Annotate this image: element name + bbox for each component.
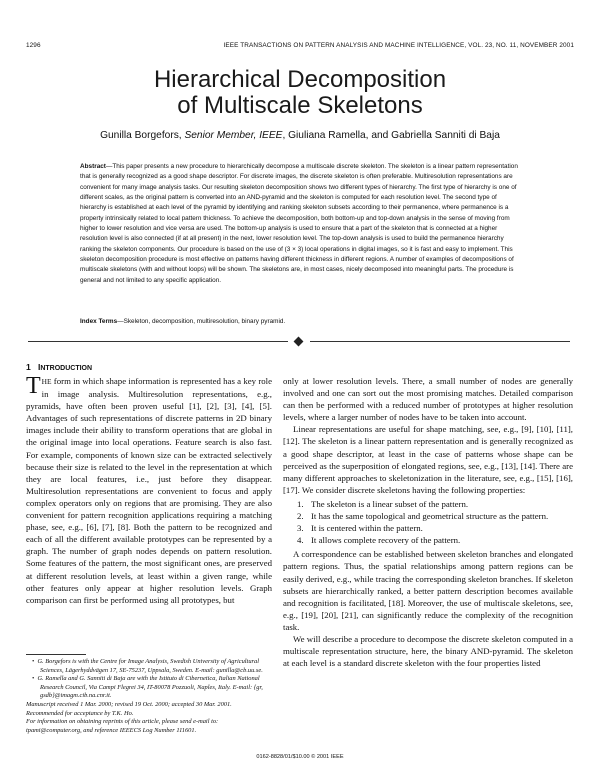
list-item: 4. It allows complete recovery of the pattern. bbox=[297, 535, 461, 546]
section-number: 1 bbox=[26, 362, 31, 372]
diamond-ornament-icon bbox=[294, 337, 304, 347]
title-line-1: Hierarchical Decomposition bbox=[153, 66, 447, 93]
authors-rest: , Giuliana Ramella, and Gabriella Sanniti di Baja bbox=[282, 130, 500, 141]
drop-cap: T bbox=[26, 373, 41, 399]
section-heading bbox=[26, 362, 92, 372]
index-terms bbox=[80, 318, 522, 325]
intro-paragraph-4: A correspondence can be established between skeleton branches and elongated pattern regions. Thus, the spatial relationships among pattern regions can be easily derived, e.g., while tracing the corresponding skeleton branches. If skeleton subsets are hierarchically ranked, a better pattern description becomes available and recognition is facilitated, [18]. Moreover, the use of multiscale skeletons, see, e.g., [19], [20], [21], can significantly reduce the complexity of the recognition task. bbox=[283, 549, 573, 632]
smallcaps-lead: HE bbox=[41, 377, 52, 386]
footnote-reprints: For information on obtaining reprints of this article, please send e-mail to: tpami@computer.org, and reference IEEECS Log Number 111601. bbox=[26, 718, 219, 734]
section-title-initial: I bbox=[37, 362, 41, 372]
properties-list bbox=[283, 498, 573, 546]
intro-paragraph-3: Linear representations are useful for shape matching, see, e.g., [9], [10], [11], [12]. The skeleton is a linear pattern representation and is generally recognized as a good shape descriptor, at least in the case of patterns whose shape can be perceived as the superposition of elongated regions, see, e.g., [13], [14]. There are many different approaches to skeletonization in the literature, see, e.g., [15], [16], [17]. We consider discrete skeletons having the following properties: bbox=[283, 424, 573, 495]
copyright-line: 0162-8828/01/$10.00 © 2001 IEEE bbox=[256, 754, 344, 760]
footnote-affiliation-1: • G. Borgefors is with the Centre for Image Analysis, Swedish University of Agricultural Sciences, Lägerhyddvägen 17, SE-75237, Uppsala, Sweden. E-mail: gunilla@cb.uu.se. bbox=[32, 658, 263, 674]
footnote-affiliation-2: • G. Ramella and G. Sanniti di Baja are with the Istituto di Cibernetica, Italian National Research Council, Via Campi Flegrei 34, IT-80078 Pozzuoli, Naples, Italy. E-mail: {gr, gsdb}@imagm.cib.na.cnr.it. bbox=[32, 675, 263, 700]
list-item: 2. It has the same topological and geometrical structure as the pattern. bbox=[297, 511, 549, 522]
footnotes bbox=[26, 658, 272, 735]
footnote-rule bbox=[26, 654, 86, 655]
index-terms-label: Index Terms bbox=[80, 318, 118, 325]
intro-paragraph-1: form in which shape information is represented has a key role in image analysis. Multiresolution representations, e.g., pyramids, have often been proven useful [1], [2], [3], [4], [5]. Advantages of such representations of discrete patterns in 2D binary images include their ability to transform operations that are global in the original image into local operations. Feature search is also fast. For example, components of known size can be extracted selectively because their size is related to the level in the representation at which they are local features, i.e., just before they disappear. Multiresolution representations are convenient to focus and apply complex operators only on regions that are promising. They are also convenient for pattern recognition applications requiring a matching phase, see, e.g., [6], [7], [8]. Both the pattern to be recognized and each of all the different available prototypes can be represented by a graph. The number of graph nodes depends on pattern resolution. Some features of the pattern, the most significant ones, are preserved at different resolution levels, at least within a given range, while other features only appear at higher resolution levels. Graph comparison can first be performed using all prototypes, but bbox=[26, 376, 272, 605]
separator-line-right bbox=[310, 341, 570, 342]
section-title-rest: NTRODUCTION bbox=[40, 365, 93, 372]
authors-role: Senior Member, IEEE bbox=[184, 130, 283, 141]
authors-first: Gunilla Borgefors, bbox=[100, 130, 185, 141]
title-line-2: of Multiscale Skeletons bbox=[177, 92, 423, 119]
intro-paragraph-5: We will describe a procedure to decompose the discrete skeleton computed in a multiscale representation structure, here, the binary AND-pyramid. The skeleton at each level is a standard discrete skeleton with the four properties listed bbox=[283, 633, 573, 669]
abstract bbox=[80, 162, 522, 286]
list-item: 3. It is centered within the pattern. bbox=[297, 523, 423, 534]
column-left bbox=[26, 375, 272, 606]
separator-line-left bbox=[28, 341, 288, 342]
index-terms-text: —Skeleton, decomposition, multiresolution, binary pyramid. bbox=[117, 318, 286, 325]
list-item: 1. The skeleton is a linear subset of the pattern. bbox=[297, 498, 469, 509]
journal-line: IEEE TRANSACTIONS ON PATTERN ANALYSIS AND MACHINE INTELLIGENCE, VOL. 23, NO. 11, NOVEMBER 2001 bbox=[223, 42, 574, 49]
intro-paragraph-2: only at lower resolution levels. There, a small number of nodes are generally involved and one can sort out the most promising matches. Detailed comparison can then be performed with a reduced number of prototypes at higher resolution levels, where a larger number of nodes have to be taken into account. bbox=[283, 376, 573, 423]
column-right bbox=[283, 375, 573, 669]
authors bbox=[0, 130, 600, 141]
paper-title bbox=[0, 67, 600, 119]
abstract-label: Abstract bbox=[80, 163, 106, 170]
footnote-recommended: Recommended for acceptance by T.K. Ho. bbox=[26, 709, 134, 717]
footnote-received: Manuscript received 1 Mar. 2000; revised 19 Oct. 2000; accepted 30 Mar. 2001. bbox=[26, 700, 232, 708]
bullet-icon: • bbox=[32, 658, 38, 665]
abstract-text: —This paper presents a new procedure to hierarchically decompose a multiscale discrete skeleton. The skeleton is a linear pattern representation that is generally recognized as a good shape descriptor. For discrete images, the discrete skeleton is often preferable. Multiresolution representations are convenient for many image analysis tasks. Our resulting skeleton decomposition shows two different types of hierarchy. The first type of hierarchy is one of different scales, as the original pattern is converted into an AND-pyramid and the skeleton is computed for each resolution level. The second type of hierarchy is established at each level of the pyramid by identifying and ranking skeleton subsets according to their permanence, where permanence is a property intrinsically related to local pattern thickness. To achieve the decomposition, both bottom-up and top-down analysis in the sense of moving from higher to lower resolution and vice versa are used. The bottom-up analysis is used to ensure that a part of the skeleton that is connected at a higher resolution level is also connected (if at all present) in the next, lower resolution level. The top-down analysis is used to build the permanence hierarchy ranking the skeleton components. Our procedure is based on the use of (3 × 3) local operations in digital images, so it is fast and easy to implement. This skeleton decomposition procedure is most effective on patterns having different thickness in different regions. A number of examples of decompositions of multiscale skeletons (with and without loops) will be shown. The skeletons are, in most cases, nicely decomposed into meaningful parts. The procedure is general and not limited to any specific application. bbox=[80, 163, 518, 284]
bullet-icon: • bbox=[32, 675, 38, 683]
section-separator bbox=[28, 338, 570, 346]
page-number: 1296 bbox=[26, 42, 41, 49]
